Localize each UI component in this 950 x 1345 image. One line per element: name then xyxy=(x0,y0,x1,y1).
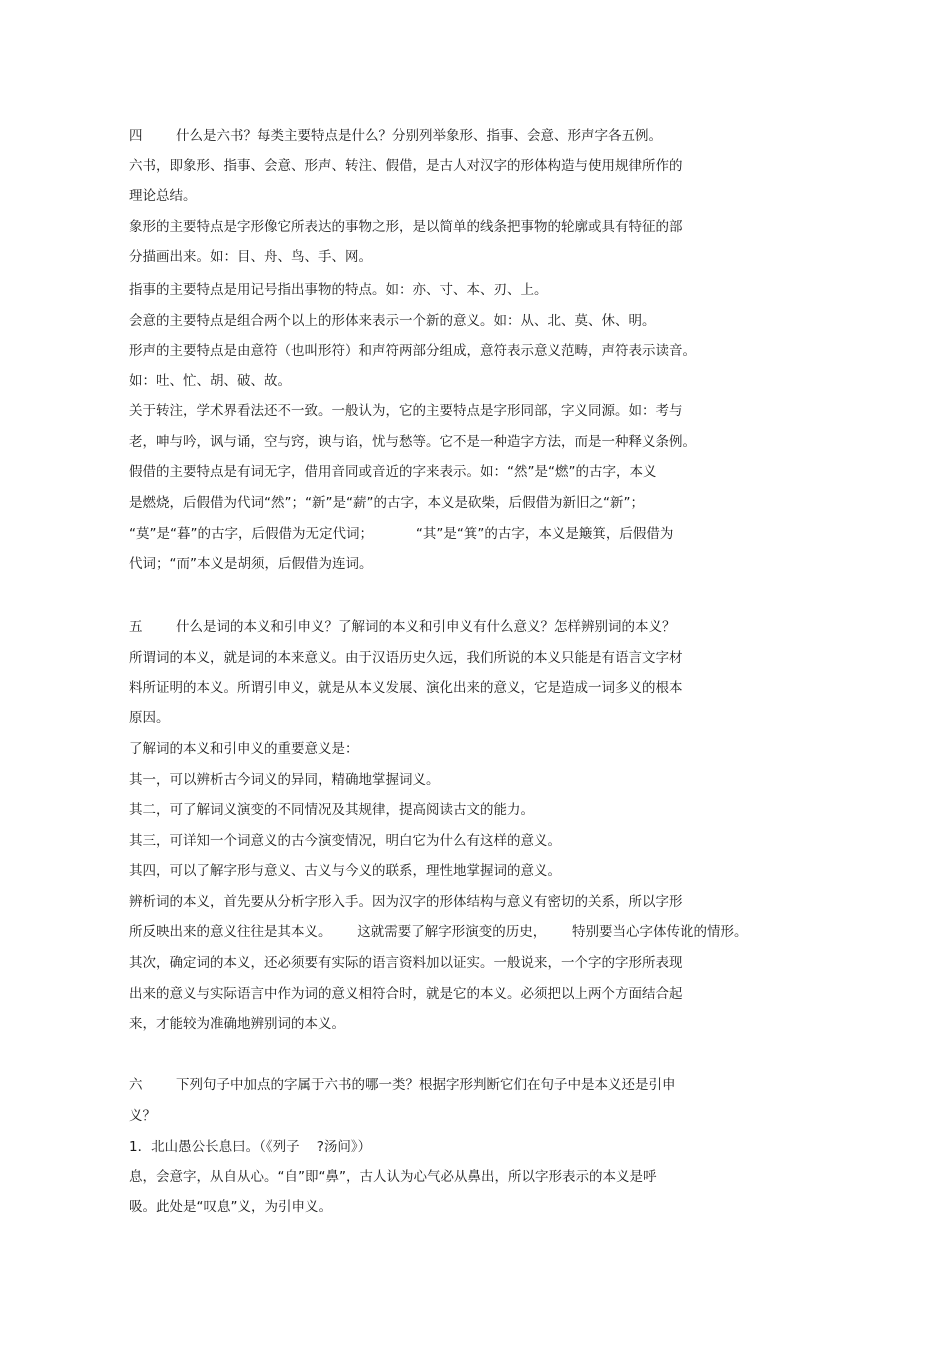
paragraph-line: 所反映出来的意义往往是其本义。 这就需要了解字形演变的历史， 特别要当心字体传讹的情形。 xyxy=(129,924,748,940)
section-number: 六 xyxy=(129,1077,143,1093)
question-text: 什么是六书？每类主要特点是什么？分别列举象形、指事、会意、形声字各五例。 xyxy=(176,128,662,144)
paragraph-line: 其四，可以了解字形与意义、古义与今义的联系，理性地掌握词的意义。 xyxy=(129,863,561,879)
paragraph-line: 理论总结。 xyxy=(129,188,197,204)
section-5-heading xyxy=(129,617,676,637)
paragraph-line: 其二，可了解词义演变的不同情况及其规律，提高阅读古文的能力。 xyxy=(129,802,534,818)
section-6-heading xyxy=(129,1075,676,1095)
paragraph-line: 辨析词的本义，首先要从分析字形入手。因为汉字的形体结构与意义有密切的关系，所以字形 xyxy=(129,894,683,910)
paragraph-line: 料所证明的本义。所谓引申义，就是从本义发展、演化出来的意义，它是造成一词多义的根本 xyxy=(129,680,683,696)
paragraph-line: 原因。 xyxy=(129,710,170,726)
paragraph-line: 义？ xyxy=(129,1108,156,1124)
paragraph-line: 息，会意字，从自从心。“自”即“鼻”，古人认为心气必从鼻出，所以字形表示的本义是呼 xyxy=(129,1169,657,1185)
paragraph-line: 1．北山愚公长息曰。（《列子 ?汤问》） xyxy=(129,1139,372,1155)
paragraph-line: 如：吐、忙、胡、破、故。 xyxy=(129,373,291,389)
paragraph-line: 来，才能较为准确地辨别词的本义。 xyxy=(129,1016,345,1032)
paragraph-line: 吸。此处是“叹息”义，为引申义。 xyxy=(129,1199,332,1215)
paragraph-line: 其一，可以辨析古今词义的异同，精确地掌握词义。 xyxy=(129,772,440,788)
question-text: 下列句子中加点的字属于六书的哪一类？根据字形判断它们在句子中是本义还是引申 xyxy=(176,1077,676,1093)
paragraph-line: 老，呻与吟，讽与诵，空与窍，谀与谄，忧与愁等。它不是一种造字方法，而是一种释义条例。 xyxy=(129,434,696,450)
paragraph-line: 关于转注，学术界看法还不一致。一般认为，它的主要特点是字形同部，字义同源。如：考与 xyxy=(129,403,683,419)
paragraph-line: 其三，可详知一个词意义的古今演变情况，明白它为什么有这样的意义。 xyxy=(129,833,561,849)
section-number: 四 xyxy=(129,128,143,144)
paragraph-line: 假借的主要特点是有词无字，借用音同或音近的字来表示。如：“然”是“燃”的古字，本义 xyxy=(129,464,657,480)
paragraph-line: 会意的主要特点是组合两个以上的形体来表示一个新的意义。如：从、北、莫、休、明。 xyxy=(129,313,656,329)
paragraph-line: 是燃烧，后假借为代词“然”；“新”是“薪”的古字，本义是砍柴，后假借为新旧之“新”； xyxy=(129,495,644,511)
paragraph-line: 指事的主要特点是用记号指出事物的特点。如：亦、寸、本、刃、上。 xyxy=(129,282,548,298)
section-4-heading xyxy=(129,126,662,146)
paragraph-line: 代词；“而”本义是胡须，后假借为连词。 xyxy=(129,556,373,572)
paragraph-line: 分描画出来。如：目、舟、鸟、手、网。 xyxy=(129,249,372,265)
paragraph-line: “莫”是“暮”的古字，后假借为无定代词； “其”是“箕”的古字，本义是簸箕，后假借为 xyxy=(129,526,674,542)
question-text: 什么是词的本义和引申义？了解词的本义和引申义有什么意义？怎样辨别词的本义？ xyxy=(176,619,676,635)
section-number: 五 xyxy=(129,619,143,635)
paragraph-line: 六书，即象形、指事、会意、形声、转注、假借，是古人对汉字的形体构造与使用规律所作的 xyxy=(129,158,683,174)
paragraph-line: 了解词的本义和引申义的重要意义是： xyxy=(129,741,359,757)
paragraph-line: 所谓词的本义，就是词的本来意义。由于汉语历史久远，我们所说的本义只能是有语言文字材 xyxy=(129,650,683,666)
paragraph-line: 象形的主要特点是字形像它所表达的事物之形，是以简单的线条把事物的轮廓或具有特征的部 xyxy=(129,219,683,235)
paragraph-line: 其次，确定词的本义，还必须要有实际的语言资料加以证实。一般说来，一个字的字形所表现 xyxy=(129,955,683,971)
paragraph-line: 出来的意义与实际语言中作为词的意义相符合时，就是它的本义。必须把以上两个方面结合起 xyxy=(129,986,683,1002)
paragraph-line: 形声的主要特点是由意符（也叫形符）和声符两部分组成，意符表示意义范畴，声符表示读音。 xyxy=(129,343,696,359)
